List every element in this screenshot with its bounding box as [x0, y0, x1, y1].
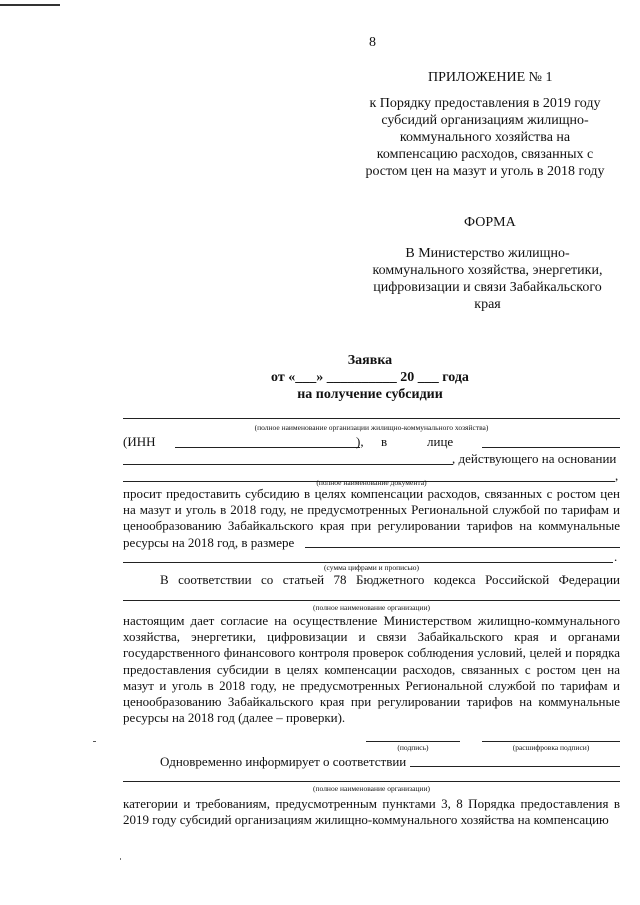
scan-speck: [120, 858, 121, 860]
paragraph-inform-lead: Одновременно информирует о соответствии: [160, 754, 407, 769]
amount-line-1: [305, 547, 620, 548]
appendix-text: [340, 95, 630, 180]
acting-basis: , действующего на основании: [452, 451, 617, 466]
appendix-line: к Порядку предоставления в 2019 году: [369, 96, 601, 111]
addressee-line: В Министерство жилищно-: [405, 246, 570, 261]
addressee-line: коммунального хозяйства, энергетики,: [372, 263, 603, 278]
inform-line-2: [123, 781, 620, 782]
amount-dot: .: [614, 549, 618, 564]
addressee-line: цифровизации и связи Забайкальского: [373, 280, 602, 295]
org-name-caption: (полное наименование организации жилищно-коммунального хозяйства): [254, 423, 489, 432]
signature-decoding-line: [482, 741, 620, 742]
org-name-line: [123, 418, 620, 419]
inform-org-caption: (полное наименование организации): [313, 784, 430, 793]
paragraph-consent-lead: В соответствии со статьей 78 Бюджетного кодекса Российской Федерации: [160, 572, 620, 587]
inform-line-1: [410, 766, 620, 767]
amount-caption: (сумма цифрами и прописью): [324, 563, 419, 572]
inn-line: [175, 447, 360, 448]
consent-org-line: [123, 600, 620, 601]
page-number: 8: [369, 35, 376, 50]
appendix-line: компенсацию расходов, связанных с: [376, 147, 594, 162]
scan-speck: [93, 741, 96, 742]
paragraph-consent: настоящим дает согласие на осуществление Министерством жилищно-коммунального хозяйства, энергетики, цифровизации и связи Забайкальского края и органами государственного финансового контроля проверок соблюдения условий, целей и порядка предоставления субсидии в целях компенсации расходов, связанных с ростом цен на мазут и уголь в 2018 году, не предусмотренных Региональной службой по тарифам и ценообразованию Забайкальского края при регулировании тарифов на коммунальные ресурсы на 2018 год (далее – проверки).: [123, 613, 620, 726]
addressee-line: края: [474, 297, 501, 312]
representative-line: [123, 464, 453, 465]
appendix-line: коммунального хозяйства на: [399, 130, 571, 145]
signature-caption: (подпись): [397, 743, 429, 752]
inn-close: ),: [356, 434, 364, 449]
appendix-title: ПРИЛОЖЕНИЕ № 1: [428, 70, 553, 85]
application-heading: [220, 352, 520, 403]
person-line: [482, 447, 620, 448]
signature-decoding-caption: (расшифровка подписи): [512, 743, 590, 752]
application-subtitle: на получение субсидии: [297, 387, 443, 402]
inn-in: в: [381, 434, 388, 449]
appendix-line: субсидий организациям жилищно-: [381, 113, 589, 128]
paragraph-request: просит предоставить субсидию в целях компенсации расходов, связанных с ростом цен на мазут и уголь в 2018 году, не предусмотренных Региональной службой по тарифам и ценообразованию Забайкальского края при регулировании тарифов на коммунальные ресурсы на 2018 год, в размере: [123, 486, 620, 550]
addressee: [345, 245, 630, 313]
application-date: от «___» __________ 20 ___ года: [271, 370, 469, 385]
form-label: ФОРМА: [464, 215, 516, 230]
inn-open: (ИНН: [123, 434, 156, 449]
document-comma: ,: [615, 468, 619, 483]
signature-line: [366, 741, 460, 742]
paragraph-inform: категории и требованиям, предусмотренным пунктами 3, 8 Порядка предоставления в 2019 году субсидий организациям жилищно-коммунального хозяйства на компенсацию: [123, 796, 620, 828]
inn-person: лице: [427, 434, 454, 449]
document-caption: (полное наименование документа): [316, 478, 427, 487]
application-title: Заявка: [347, 353, 393, 368]
scan-mark: [0, 4, 60, 6]
appendix-line: ростом цен на мазут и уголь в 2018 году: [365, 164, 605, 179]
consent-org-caption: (полное наименование организации): [313, 603, 430, 612]
